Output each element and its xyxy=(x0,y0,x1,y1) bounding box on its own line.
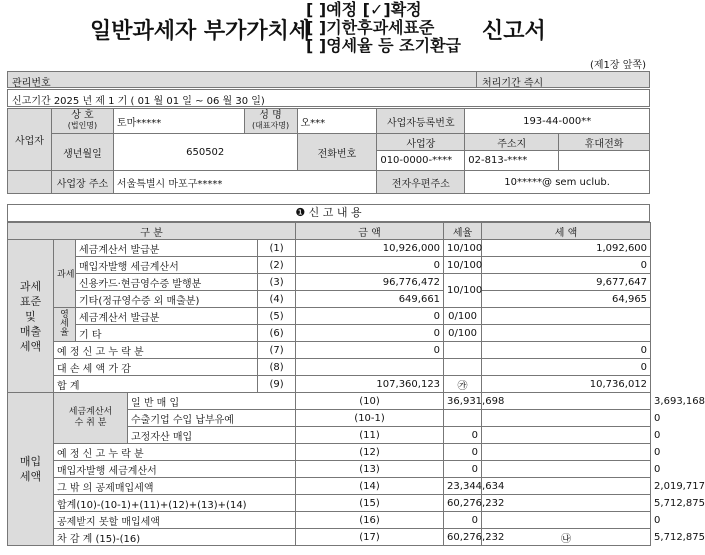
tax-cell[interactable]: 64,965 xyxy=(482,291,651,308)
report-table xyxy=(7,222,705,546)
rate-cell: ㉮ xyxy=(444,376,482,393)
rep-field[interactable]: 오*** xyxy=(297,109,377,134)
birth-label: 생년월일 xyxy=(51,134,113,171)
table-row xyxy=(8,308,651,325)
row-number: (3) xyxy=(258,274,296,291)
rate-cell xyxy=(482,444,651,461)
row-label: 예 정 신 고 누 락 분 xyxy=(54,444,296,461)
amount-cell[interactable]: 0 xyxy=(444,461,482,478)
tax-cell[interactable]: 0 xyxy=(482,359,651,376)
email-label: 전자우편주소 xyxy=(377,171,465,194)
regno-label: 사업자등록번호 xyxy=(377,109,465,134)
table-row: 공제받지 못할 매입세액 (16) 0 0 xyxy=(8,512,651,529)
birth-field[interactable]: 650502 xyxy=(113,134,297,171)
period-text: 신고기간 2025 년 제 1 기 ( 01 월 01 일 ~ 06 월 30 일) xyxy=(12,96,265,107)
row-label: 합 계 xyxy=(54,376,258,393)
form-title: 일반과세자 부가가치세 xyxy=(90,19,311,44)
table-row: 매입자발행 세금계산서 (13) 0 0 xyxy=(8,461,651,478)
amount-cell[interactable]: 10,926,000 xyxy=(296,240,444,257)
phone-workplace-field[interactable]: 010-0000-**** xyxy=(377,151,465,171)
mgmt-label: 관리번호 xyxy=(12,78,51,89)
table-row xyxy=(8,325,651,342)
row-number: (11) xyxy=(296,427,444,444)
amount-cell[interactable]: 0 xyxy=(444,444,482,461)
phone-col-workplace: 사업장 xyxy=(377,134,465,151)
tax-cell[interactable]: 0 xyxy=(482,342,651,359)
row-number: (4) xyxy=(258,291,296,308)
amount-cell[interactable]: 60,276,232 xyxy=(444,529,482,546)
col-header-tax: 세 액 xyxy=(482,223,651,240)
phone-home-field[interactable]: 02-813-**** xyxy=(465,151,559,171)
amount-cell[interactable] xyxy=(444,410,482,427)
addr-field[interactable]: 서울특별시 마포구***** xyxy=(113,171,376,194)
amount-cell[interactable]: 96,776,472 xyxy=(296,274,444,291)
row-number: (10-1) xyxy=(296,410,444,427)
phone-label: 전화번호 xyxy=(297,134,377,171)
row-number: (16) xyxy=(296,512,444,529)
form-title-suffix: 신고서 xyxy=(482,19,546,44)
amount-cell[interactable]: 0 xyxy=(296,325,444,342)
period-row xyxy=(7,89,650,107)
option-early-refund[interactable]: [ ]영세율 등 조기환급 xyxy=(306,36,461,55)
row-label: 매입자발행 세금계산서 xyxy=(76,257,258,274)
table-row xyxy=(8,274,651,291)
tax-cell[interactable] xyxy=(482,308,651,325)
tax-cell[interactable]: 0 xyxy=(482,257,651,274)
table-row: 고정자산 매입 (11) 0 0 xyxy=(8,427,651,444)
table-row: 합계(10)-(10-1)+(11)+(12)+(13)+(14) (15) 60,276,232 5,712,875 xyxy=(8,495,651,512)
email-field[interactable]: 10*****@ sem uclub. xyxy=(465,171,650,194)
invoice-received-sub-label: 세금계산서 수 취 분 xyxy=(54,393,128,444)
regno-field[interactable]: 193-44-000** xyxy=(465,109,650,134)
amount-cell[interactable]: 36,931,698 xyxy=(444,393,482,410)
purchase-group-label: 매입 세액 xyxy=(8,393,54,546)
rate-cell xyxy=(482,512,651,529)
taxable-sub-label: 과세 xyxy=(54,240,76,308)
amount-cell[interactable]: 0 xyxy=(444,427,482,444)
row-number: (12) xyxy=(296,444,444,461)
phone-col-home: 주소지 xyxy=(465,134,559,151)
option-scheduled-final[interactable]: [ ]예정 [✓]확정 xyxy=(306,0,422,19)
table-row: 매입 세액 세금계산서 수 취 분 일 반 매 입 (10) 36,931,698 3,693,168 xyxy=(8,393,651,410)
rate-cell: 10/100 xyxy=(444,274,482,308)
row-label: 일 반 매 입 xyxy=(128,393,296,410)
rate-cell: ㉯ xyxy=(482,529,651,546)
sales-group-label: 과세 표준 및 매출 세액 xyxy=(8,240,54,393)
row-label: 매입자발행 세금계산서 xyxy=(54,461,296,478)
rate-cell: 10/100 xyxy=(444,257,482,274)
name-sublabel: (법인명) xyxy=(67,121,98,130)
row-label: 차 감 계 (15)-(16) xyxy=(54,529,296,546)
amount-cell[interactable]: 0 xyxy=(296,257,444,274)
zero-rate-sub-label: 영세율 xyxy=(54,308,76,342)
table-row xyxy=(8,359,651,376)
rep-label: 성 명 xyxy=(259,110,282,121)
rate-cell xyxy=(482,478,651,495)
report-heading: ❶ 신 고 내 용 xyxy=(7,204,650,222)
row-label: 세금계산서 발급분 xyxy=(76,240,258,257)
row-number: (15) xyxy=(296,495,444,512)
row-number: (7) xyxy=(258,342,296,359)
row-label: 합계(10)-(10-1)+(11)+(12)+(13)+(14) xyxy=(54,495,296,512)
rate-cell: 0/100 xyxy=(444,308,482,325)
row-label: 그 밖 의 공제매입세액 xyxy=(54,478,296,495)
row-number: (8) xyxy=(258,359,296,376)
row-number: (2) xyxy=(258,257,296,274)
table-row: 차 감 계 (15)-(16) (17) 60,276,232 ㉯ 5,712,875 xyxy=(8,529,651,546)
row-number: (10) xyxy=(296,393,444,410)
table-row xyxy=(8,376,651,393)
row-number: (1) xyxy=(258,240,296,257)
table-row xyxy=(8,342,651,359)
tax-cell[interactable]: 10,736,012 xyxy=(482,376,651,393)
page-note: (제1장 앞쪽) xyxy=(590,60,646,71)
row-number: (9) xyxy=(258,376,296,393)
table-row xyxy=(8,257,651,274)
amount-cell[interactable]: 0 xyxy=(296,342,444,359)
rate-cell xyxy=(444,359,482,376)
rate-cell xyxy=(482,427,651,444)
rep-sublabel: (대표자명) xyxy=(251,121,290,130)
phone-col-mobile: 휴대전화 xyxy=(559,134,650,151)
col-header-category: 구 분 xyxy=(8,223,296,240)
rate-cell xyxy=(444,342,482,359)
option-late-filing[interactable]: [ ]기한후과세표준 xyxy=(306,18,435,37)
business-section-label: 사업자 xyxy=(8,109,52,171)
row-number: (5) xyxy=(258,308,296,325)
row-label: 고정자산 매입 xyxy=(128,427,296,444)
rate-cell xyxy=(482,393,651,410)
name-field[interactable]: 토마***** xyxy=(113,109,244,134)
rate-cell xyxy=(482,495,651,512)
table-row: 그 밖 의 공제매입세액 (14) 23,344,634 2,019,717 xyxy=(8,478,651,495)
amount-cell[interactable] xyxy=(296,359,444,376)
row-label: 신용카드·현금영수증 발행분 xyxy=(76,274,258,291)
row-label: 예 정 신 고 누 락 분 xyxy=(54,342,258,359)
row-label: 세금계산서 발급분 xyxy=(76,308,258,325)
rate-cell: 0/100 xyxy=(444,325,482,342)
amount-cell[interactable]: 23,344,634 xyxy=(444,478,482,495)
col-header-rate: 세율 xyxy=(444,223,482,240)
deadline-label: 처리기간 즉시 xyxy=(482,78,544,89)
rate-cell xyxy=(482,410,651,427)
amount-cell[interactable]: 649,661 xyxy=(296,291,444,308)
addr-label: 사업장 주소 xyxy=(51,171,113,194)
amount-cell[interactable]: 0 xyxy=(296,308,444,325)
col-header-amount: 금 액 xyxy=(296,223,444,240)
phone-mobile-field[interactable] xyxy=(559,151,650,171)
table-row: 수출기업 수입 납부유예 (10-1) 0 xyxy=(8,410,651,427)
tax-cell[interactable] xyxy=(482,325,651,342)
row-number: (14) xyxy=(296,478,444,495)
row-number: (17) xyxy=(296,529,444,546)
amount-cell[interactable]: 0 xyxy=(444,512,482,529)
table-row xyxy=(8,240,651,257)
table-row xyxy=(8,291,651,308)
rate-cell: 10/100 xyxy=(444,240,482,257)
name-label: 상 호 xyxy=(71,110,94,121)
tax-cell[interactable]: 1,092,600 xyxy=(482,240,651,257)
row-label: 기 타 xyxy=(76,325,258,342)
rate-cell xyxy=(482,461,651,478)
row-number: (6) xyxy=(258,325,296,342)
business-info-table xyxy=(7,108,650,194)
tax-cell[interactable]: 9,677,647 xyxy=(482,274,651,291)
table-row: 예 정 신 고 누 락 분 (12) 0 0 xyxy=(8,444,651,461)
row-label: 공제받지 못할 매입세액 xyxy=(54,512,296,529)
row-label: 기타(정규영수증 외 매출분) xyxy=(76,291,258,308)
row-label: 수출기업 수입 납부유예 xyxy=(128,410,296,427)
row-number: (13) xyxy=(296,461,444,478)
amount-cell[interactable]: 60,276,232 xyxy=(444,495,482,512)
divider xyxy=(476,72,477,87)
row-label: 대 손 세 액 가 감 xyxy=(54,359,258,376)
mgmt-row xyxy=(7,71,650,88)
amount-cell[interactable]: 107,360,123 xyxy=(296,376,444,393)
